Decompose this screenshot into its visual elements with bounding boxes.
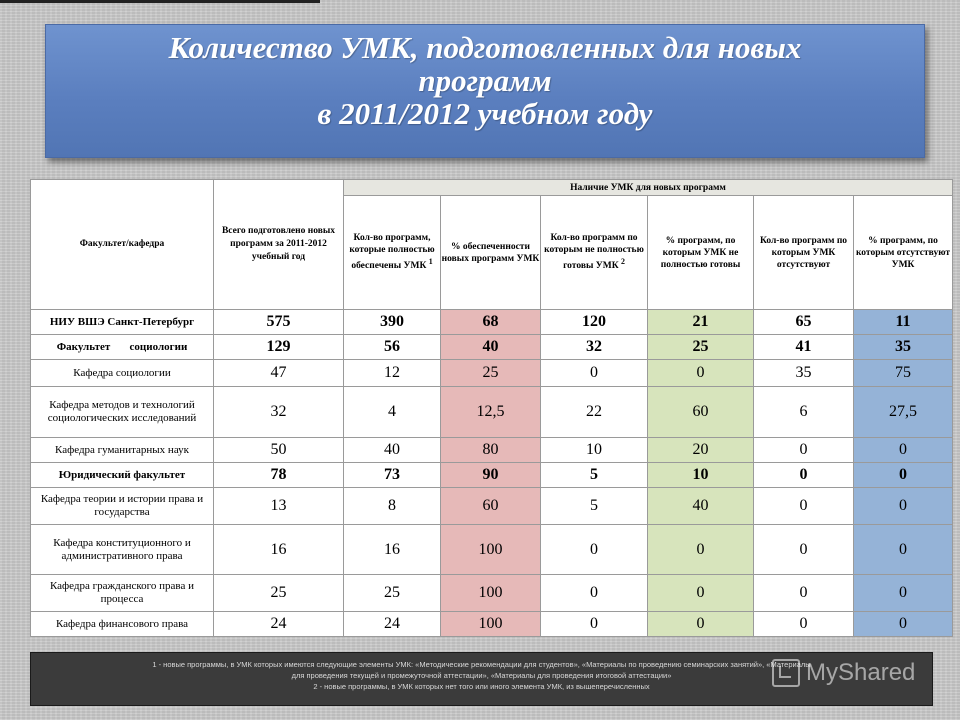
title-line-2: программ [418,63,552,98]
cell-partial-pct: 10 [648,463,754,488]
cell-absent-count: 65 [754,310,854,335]
header-faculty: Факультет/кафедра [31,180,214,310]
table-row [31,612,953,637]
cell-full-count: 16 [344,525,441,575]
row-name: Кафедра методов и технологий социологических исследований [31,387,214,438]
cell-absent-count: 35 [754,360,854,387]
cell-partial-pct: 0 [648,360,754,387]
cell-full-pct: 90 [441,463,541,488]
cell-full-pct: 100 [441,612,541,637]
cell-partial-count: 0 [541,525,648,575]
header-partial-pct: % программ, по которым УМК не полностью готовы [648,196,754,310]
cell-absent-pct: 0 [854,463,953,488]
header-full-sup: 1 [428,257,433,267]
table-row [31,335,953,360]
footnote-line-1: 1 - новые программы, в УМК которых имеются следующие элементы УМК: «Методические рекомендации для студентов», «Материалы по проведению семинарских занятий», «Материалы [152,660,811,669]
cell-partial-pct: 40 [648,488,754,525]
cell-full-pct: 80 [441,438,541,463]
cell-total: 25 [214,575,344,612]
cell-absent-pct: 35 [854,335,953,360]
cell-full-count: 40 [344,438,441,463]
row-name: Кафедра конституционного и административного права [31,525,214,575]
cell-total: 16 [214,525,344,575]
cell-total: 13 [214,488,344,525]
cell-partial-pct: 0 [648,525,754,575]
header-absent-count: Кол-во программ по которым УМК отсутствуют [754,196,854,310]
cell-absent-pct: 0 [854,438,953,463]
cell-absent-count: 41 [754,335,854,360]
cell-full-pct: 68 [441,310,541,335]
watermark-text: MyShared [806,659,916,686]
cell-partial-count: 22 [541,387,648,438]
table-row [31,438,953,463]
header-full-count [344,196,441,310]
cell-full-count: 12 [344,360,441,387]
table-row [31,525,953,575]
row-name: Кафедра социологии [31,360,214,387]
cell-full-count: 25 [344,575,441,612]
row-name: Кафедра финансового права [31,612,214,637]
row-name: Юридический факультет [31,463,214,488]
cell-absent-count: 0 [754,463,854,488]
header-partial-count-text: Кол-во программ по которым не полностью готовы УМК [544,233,644,272]
header-full-pct: % обеспеченности новых программ УМК [441,196,541,310]
cell-total: 24 [214,612,344,637]
row-name: Кафедра теории и истории права и государства [31,488,214,525]
cell-partial-count: 0 [541,575,648,612]
footnote-line-2: для проведения текущей и промежуточной аттестации», «Материалы для проведения итоговой аттестации» [291,671,672,680]
row-name: Факультет социологии [31,335,214,360]
cell-total: 50 [214,438,344,463]
cell-full-count: 73 [344,463,441,488]
cell-absent-count: 0 [754,438,854,463]
cell-full-pct: 25 [441,360,541,387]
cell-absent-pct: 27,5 [854,387,953,438]
cell-total: 47 [214,360,344,387]
table-row [31,463,953,488]
table-row [31,488,953,525]
row-name: Кафедра гуманитарных наук [31,438,214,463]
cell-full-count: 4 [344,387,441,438]
cell-partial-pct: 0 [648,575,754,612]
cell-partial-pct: 21 [648,310,754,335]
row-name: Кафедра гражданского права и процесса [31,575,214,612]
cell-total: 575 [214,310,344,335]
header-group: Наличие УМК для новых программ [344,180,953,196]
cell-partial-count: 0 [541,360,648,387]
cell-absent-pct: 0 [854,525,953,575]
cell-partial-count: 0 [541,612,648,637]
cell-partial-count: 120 [541,310,648,335]
presentation-icon [772,659,800,687]
cell-absent-pct: 0 [854,575,953,612]
header-partial-count [541,196,648,310]
cell-absent-count: 0 [754,575,854,612]
cell-partial-pct: 0 [648,612,754,637]
table-row [31,387,953,438]
title-line-3: в 2011/2012 учебном году [317,96,653,131]
top-rule [0,0,320,3]
cell-full-pct: 60 [441,488,541,525]
title-banner [45,24,925,158]
cell-total: 129 [214,335,344,360]
cell-absent-count: 6 [754,387,854,438]
cell-partial-pct: 25 [648,335,754,360]
cell-full-pct: 100 [441,525,541,575]
cell-absent-count: 0 [754,612,854,637]
cell-absent-count: 0 [754,525,854,575]
title-line-1: Количество УМК, подготовленных для новых [168,30,802,65]
table-row [31,310,953,335]
cell-partial-count: 5 [541,488,648,525]
table-row [31,360,953,387]
cell-full-count: 8 [344,488,441,525]
cell-absent-pct: 0 [854,612,953,637]
cell-absent-count: 0 [754,488,854,525]
header-total: Всего подготовлено новых программ за 2011-2012 учебный год [214,180,344,310]
cell-full-count: 390 [344,310,441,335]
cell-partial-count: 10 [541,438,648,463]
cell-full-pct: 12,5 [441,387,541,438]
cell-partial-pct: 60 [648,387,754,438]
header-full-count-text: Кол-во программ, которые полностью обеспечены УМК [349,233,435,272]
cell-total: 78 [214,463,344,488]
cell-total: 32 [214,387,344,438]
umk-table [30,179,953,637]
cell-absent-pct: 75 [854,360,953,387]
footnote-line-3: 2 - новые программы, в УМК которых нет того или иного элемента УМК, из вышеперечисленных [313,682,650,691]
cell-partial-pct: 20 [648,438,754,463]
cell-absent-pct: 11 [854,310,953,335]
watermark [772,658,915,688]
cell-partial-count: 5 [541,463,648,488]
cell-full-count: 56 [344,335,441,360]
header-absent-pct: % программ, по которым отсутствуют УМК [854,196,953,310]
row-name: НИУ ВШЭ Санкт-Петербург [31,310,214,335]
cell-partial-count: 32 [541,335,648,360]
cell-full-pct: 100 [441,575,541,612]
cell-full-pct: 40 [441,335,541,360]
header-partial-sup: 2 [620,257,625,267]
cell-full-count: 24 [344,612,441,637]
table-row [31,575,953,612]
cell-absent-pct: 0 [854,488,953,525]
